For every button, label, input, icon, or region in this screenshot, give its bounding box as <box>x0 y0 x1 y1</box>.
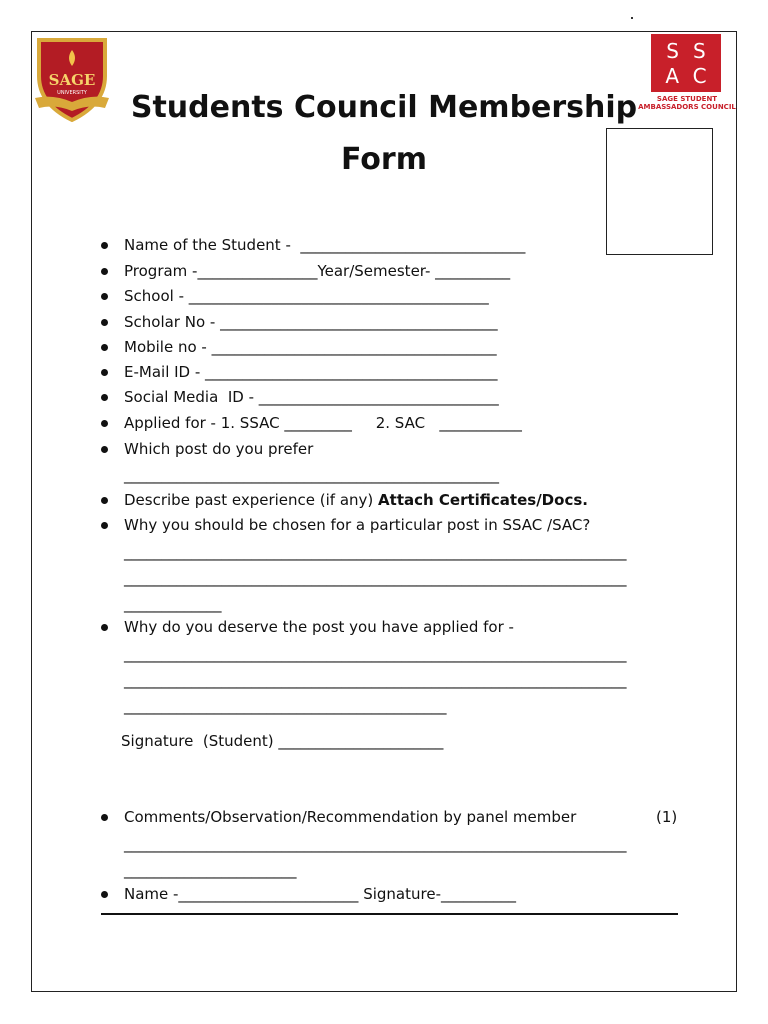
field-post-prefer-line[interactable]: __________________________________________________ <box>124 466 499 484</box>
field-why-chosen-line[interactable]: ___________________________________________________________________ <box>124 569 627 587</box>
ssac-caption-line1: SAGE STUDENT <box>656 95 718 103</box>
field-why-deserve-line[interactable]: ___________________________________________ <box>124 697 447 715</box>
ssac-caption-line2: AMBASSADORS COUNCIL <box>638 103 736 111</box>
comments-number: (1) <box>656 808 678 826</box>
field-comments-line[interactable]: ___________________________________________________________________ <box>124 835 627 853</box>
field-why-chosen-label: Why you should be chosen for a particular post in SSAC /SAC? <box>124 516 591 534</box>
field-experience <box>124 490 588 510</box>
field-social-media[interactable]: Social Media ID - ________________________________ <box>124 388 499 406</box>
bullet <box>101 319 108 326</box>
field-comments-line[interactable]: _______________________ <box>124 861 297 879</box>
field-student-name[interactable]: Name of the Student - ______________________________ <box>124 236 526 254</box>
bullet <box>101 891 108 898</box>
ssac-logo-caption <box>635 95 739 111</box>
bullet <box>101 242 108 249</box>
photo-box <box>606 128 713 255</box>
field-post-prefer-label: Which post do you prefer <box>124 440 314 458</box>
title-line2: Form <box>341 142 427 177</box>
experience-attach-note: Attach Certificates/Docs. <box>378 491 588 509</box>
ssac-logo-row1: SS <box>666 39 720 63</box>
bullet <box>101 293 108 300</box>
bullet <box>101 420 108 427</box>
field-why-chosen-line[interactable]: _____________ <box>124 595 222 613</box>
sage-university-logo <box>33 36 111 122</box>
field-why-deserve-label: Why do you deserve the post you have applied for - <box>124 618 514 636</box>
bullet <box>101 497 108 504</box>
field-comments-label: Comments/Observation/Recommendation by panel member <box>124 808 577 826</box>
scan-mark <box>631 17 633 19</box>
field-why-chosen-line[interactable]: ___________________________________________________________________ <box>124 543 627 561</box>
svg-text:UNIVERSITY: UNIVERSITY <box>57 90 87 96</box>
logo-text: SAGE <box>48 71 96 89</box>
field-panel-name-signature[interactable]: Name -________________________ Signature-__________ <box>124 885 516 903</box>
bullet <box>101 394 108 401</box>
bottom-rule <box>101 913 678 915</box>
field-program-year[interactable]: Program -________________Year/Semester- __________ <box>124 262 511 280</box>
bullet <box>101 446 108 453</box>
signature-student[interactable]: Signature (Student) ______________________ <box>121 732 444 750</box>
field-why-deserve-line[interactable]: ___________________________________________________________________ <box>124 645 627 663</box>
bullet <box>101 624 108 631</box>
ssac-logo <box>635 34 739 116</box>
ssac-logo-box <box>651 34 721 92</box>
experience-label: Describe past experience (if any) <box>124 491 379 509</box>
field-applied-for[interactable]: Applied for - 1. SSAC _________ 2. SAC ___________ <box>124 414 522 432</box>
page-title <box>130 82 638 186</box>
field-email[interactable]: E-Mail ID - _______________________________________ <box>124 363 498 381</box>
field-why-deserve-line[interactable]: ___________________________________________________________________ <box>124 671 627 689</box>
bullet <box>101 814 108 821</box>
field-mobile[interactable]: Mobile no - ______________________________________ <box>124 338 497 356</box>
field-school[interactable]: School - ________________________________________ <box>124 287 489 305</box>
field-scholar-no[interactable]: Scholar No - _____________________________________ <box>124 313 498 331</box>
bullet <box>101 268 108 275</box>
bullet <box>101 369 108 376</box>
title-line1: Students Council Membership <box>130 90 638 125</box>
bullet <box>101 522 108 529</box>
bullet <box>101 344 108 351</box>
ssac-logo-row2: AC <box>665 64 721 88</box>
